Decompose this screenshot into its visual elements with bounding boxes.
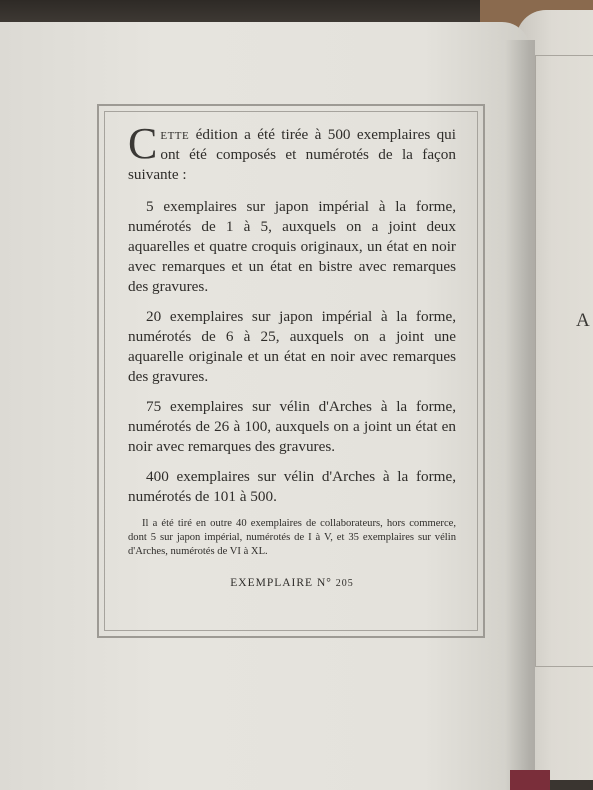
facing-page-letter: A (576, 310, 590, 331)
facing-page-frame (535, 55, 593, 667)
copy-number-value: 205 (335, 578, 354, 589)
collaborators-note: Il a été tiré en outre 40 exemplaires de collaborateurs, hors commerce, dont 5 sur japon impérial, numérotés de I à V, et 35 exemplaires sur vélin d'Arches, numérotés de VI à XL. (128, 518, 456, 557)
colophon-intro (128, 119, 456, 185)
edition-paragraph-3: 75 exemplaires sur vélin d'Arches à la forme, numérotés de 26 à 100, auxquels on a joint un état en noir avec remarques des gravures. (128, 398, 456, 455)
copy-number (128, 573, 456, 594)
edition-paragraph-4: 400 exemplaires sur vélin d'Arches à la forme, numérotés de 101 à 500. (128, 468, 456, 505)
intro-lead: ette (160, 126, 190, 143)
page-gutter-shadow (505, 40, 535, 790)
edition-paragraph-1: 5 exemplaires sur japon impérial à la forme, numérotés de 1 à 5, auxquels on a joint deux aquarelles et quatre croquis originaux, un état en noir avec remarques et un état en bistre avec remarques des gravures. (128, 198, 456, 295)
edition-paragraph-2: 20 exemplaires sur japon impérial à la forme, numérotés de 6 à 25, auxquels on a joint une aquarelle originale et un état en noir avec remarques des gravures. (128, 308, 456, 385)
intro-rest: édition a été tirée à 500 exemplaires qui ont été composés et numérotés de la façon suivante : (128, 126, 456, 183)
colophon-text (128, 119, 456, 594)
drop-cap: C (128, 119, 158, 168)
book-binding (510, 770, 550, 790)
copy-number-label: EXEMPLAIRE N° (230, 577, 332, 589)
